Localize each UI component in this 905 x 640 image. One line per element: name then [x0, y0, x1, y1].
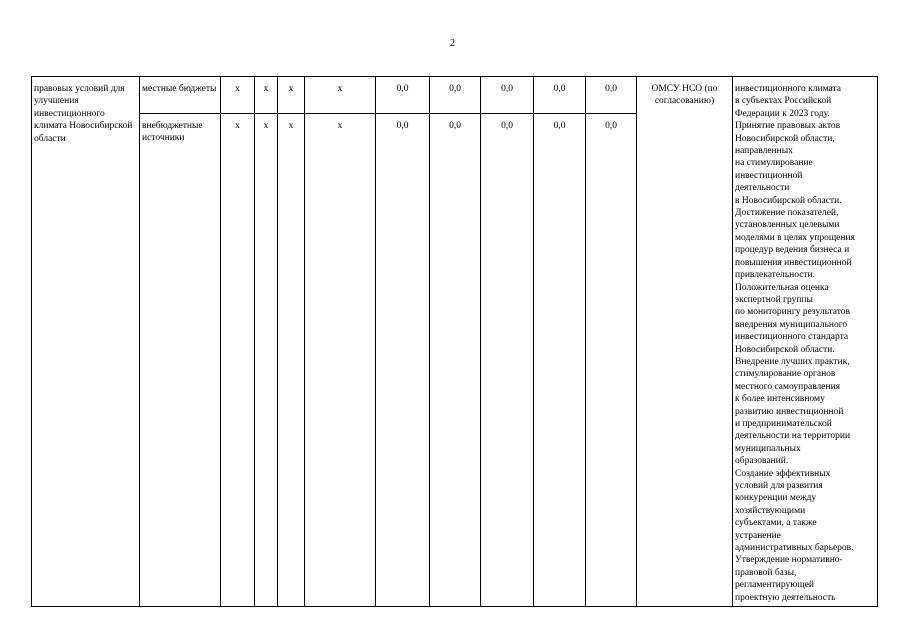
- result-text-line: устранение: [735, 530, 781, 541]
- result-text-line: в Новосибирской области.: [735, 195, 842, 206]
- result-text-line: субъектами, а также: [735, 518, 817, 529]
- result-text-line: Достижение показателей,: [735, 208, 839, 219]
- result-text-line: Создание эффективных: [735, 468, 831, 479]
- result-text-line: инвестиционного климата: [735, 84, 841, 94]
- program-table: [31, 76, 878, 607]
- result-text-line: на стимулирование: [735, 158, 813, 169]
- value-cell: 0,0: [376, 114, 430, 607]
- result-text-line: к более интенсивному: [735, 394, 825, 405]
- value-cell: 0,0: [376, 77, 430, 114]
- result-text-line: правовой базы,: [735, 567, 797, 578]
- result-text-line: внедрения муниципального: [735, 319, 848, 330]
- result-text-line: конкуренции между: [735, 493, 817, 504]
- result-text-line: Принятие правовых актов: [735, 121, 841, 132]
- x-mark-cell: x: [305, 114, 376, 607]
- value-cell: 0,0: [586, 114, 637, 607]
- result-text-line: административных барьеров.: [735, 543, 854, 554]
- result-text-line: Новосибирской области,: [735, 133, 835, 144]
- funding-source-cell: местные бюджеты: [140, 77, 221, 114]
- value-cell: 0,0: [586, 77, 637, 114]
- x-mark-cell: x: [221, 77, 255, 114]
- result-text-line: деятельности на территории: [735, 431, 851, 442]
- result-text-line: развитию инвестиционной: [735, 406, 844, 417]
- result-text-line: установленных целевыми: [735, 220, 840, 231]
- table-row: [32, 77, 878, 114]
- value-cell: 0,0: [534, 77, 586, 114]
- result-text-line: и предпринимательской: [735, 418, 832, 429]
- x-mark-cell: x: [255, 77, 278, 114]
- result-text-line: муниципальных: [735, 443, 801, 454]
- result-text-line: привлекательности.: [735, 270, 816, 281]
- x-mark-cell: x: [278, 114, 305, 607]
- result-text-line: проектную деятельность: [735, 592, 836, 603]
- page-number: 2: [450, 38, 455, 49]
- value-cell: 0,0: [430, 77, 481, 114]
- result-text-line: образований.: [735, 456, 789, 467]
- result-text-line: Новосибирской области.: [735, 344, 835, 355]
- result-text-line: регламентирующей: [735, 580, 814, 591]
- result-text-line: хозяйствующими: [735, 505, 806, 516]
- value-cell: 0,0: [430, 114, 481, 607]
- result-text-line: направленных: [735, 146, 793, 157]
- x-mark-cell: x: [255, 114, 278, 607]
- result-text-line: моделями в целях упрощения: [735, 232, 855, 243]
- result-text-line: деятельности: [735, 183, 790, 194]
- x-mark-cell: x: [278, 77, 305, 114]
- funding-source-cell: внебюджетные источники: [140, 114, 221, 607]
- result-text-line: Внедрение лучших практик,: [735, 356, 850, 367]
- x-mark-cell: x: [221, 114, 255, 607]
- result-text-line: Положительная оценка: [735, 282, 829, 293]
- result-text-line: местного самоуправления: [735, 381, 841, 392]
- expected-result-text: [735, 83, 875, 604]
- expected-result-cell: [733, 77, 878, 607]
- result-text-line: Утверждение нормативно-: [735, 555, 843, 566]
- x-mark-cell: x: [305, 77, 376, 114]
- result-text-line: условий для развития: [735, 481, 823, 491]
- result-text-line: повышения инвестиционной: [735, 257, 852, 268]
- value-cell: 0,0: [534, 114, 586, 607]
- result-text-line: процедур ведения бизнеса и: [735, 245, 850, 256]
- result-text-line: в субъектах Российской: [735, 96, 832, 107]
- executor-cell: ОМСУ НСО (по согласованию): [637, 77, 733, 607]
- value-cell: 0,0: [481, 114, 534, 607]
- result-text-line: инвестиционного стандарта: [735, 332, 849, 343]
- result-text-line: Федерации к 2023 году.: [735, 108, 830, 119]
- result-text-line: стимулирование органов: [735, 369, 836, 380]
- result-text-line: по мониторингу результатов: [735, 307, 851, 318]
- result-text-line: экспертной группы: [735, 294, 813, 305]
- task-name-cell: правовых условий для улучшения инвестиционного климата Новосибирской области: [32, 77, 140, 607]
- value-cell: 0,0: [481, 77, 534, 114]
- result-text-line: инвестиционной: [735, 170, 803, 181]
